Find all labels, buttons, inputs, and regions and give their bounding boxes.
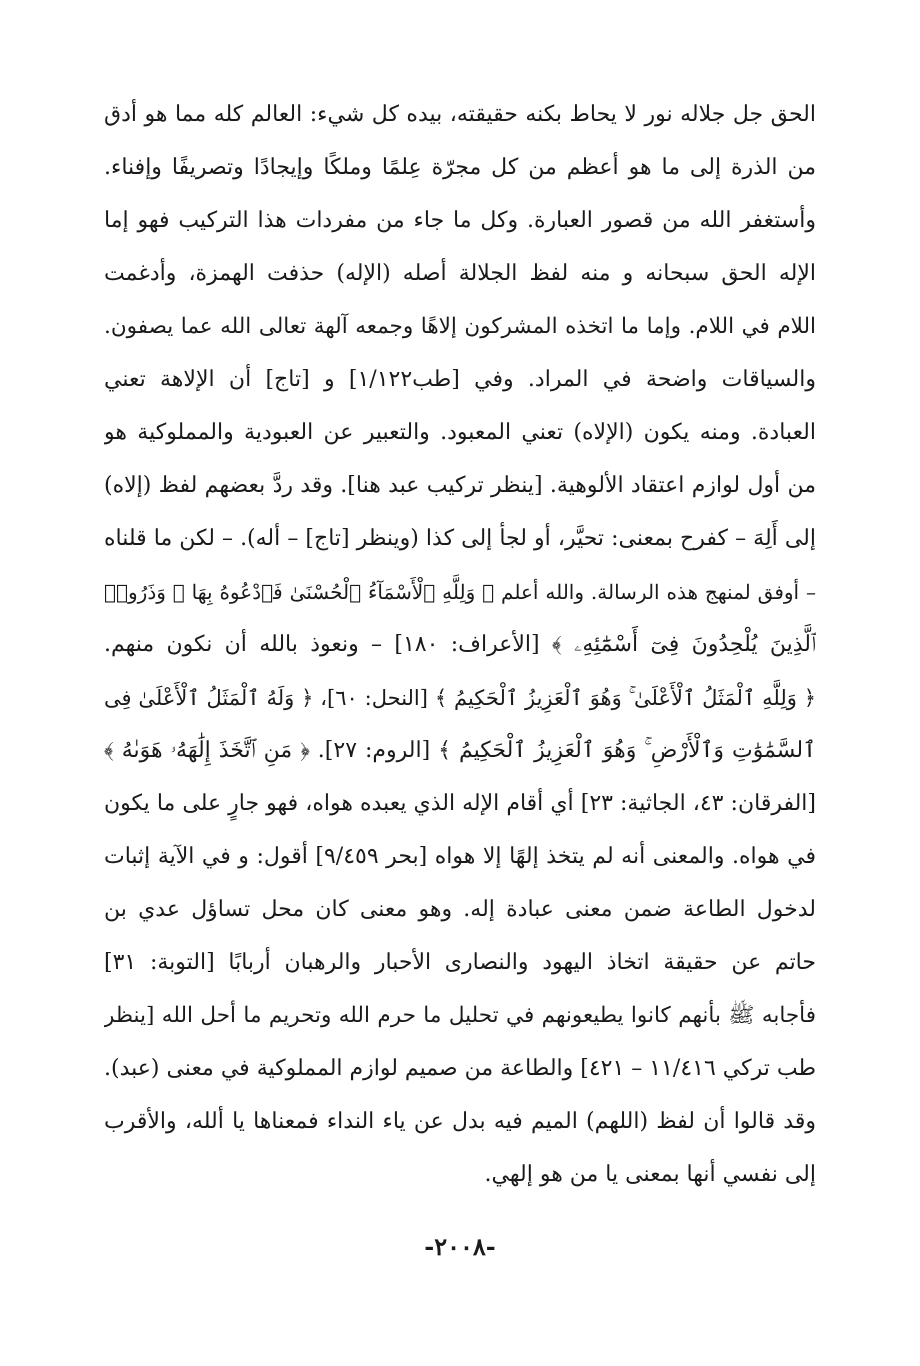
text-line: في هواه. والمعنى أنه لم يتخذ إلهًا إلا هواه [بحر ٩/٤٥٩] أقول: و في الآية إثبات [104,844,816,869]
text-line: الإله الحق سبحانه و منه لفظ الجلالة أصله (الإله) حذفت الهمزة، وأدغمت [104,261,816,286]
text-line: ﴿ وَلِلَّهِ ٱلْمَثَلُ ٱلْأَعْلَىٰ ۚ وَهُوَ ٱلْعَزِيزُ ٱلْحَكِيمُ ﴾ [النحل: ٦٠]، ﴿ وَلَهُ ٱلْمَثَلُ ٱلْأَعْلَىٰ فِى [104,686,816,710]
text-line: إلى نفسي أنها بمعنى يا من هو إلهي. [484,1162,816,1187]
text-line: فأجابه ﷺ بأنهم كانوا يطيعونهم في تحليل ما حرم الله وتحريم ما أحل الله [ينظر [104,1003,816,1028]
text-line: وقد قالوا أن لفظ (اللهم) الميم فيه بدل عن ياء النداء فمعناها يا ألله، والأقرب [104,1109,816,1134]
body-text [104,92,816,1205]
text-line: حاتم عن حقيقة اتخاذ اليهود والنصارى الأحبار والرهبان أربابًا [التوبة: ٣١] [104,950,816,975]
text-line: إلى أَلِهَ – كفرح بمعنى: تحيَّر، أو لجأ إلى كذا (وينظر [تاج] – أله). – لكن ما قلناه [104,526,816,551]
text-line: وأستغفر الله من قصور العبارة. وكل ما جاء من مفردات هذا التركيب فهو إما [104,208,816,233]
text-line: والسياقات واضحة في المراد. وفي [طب١/١٢٢] و [تاج] أن الإلاهة تعني [104,367,816,392]
text-line: العبادة. ومنه يكون (الإلاه) تعني المعبود. والتعبير عن العبودية والمملوكية هو [104,420,816,445]
text-line: من أول لوازم اعتقاد الألوهية. [ينظر تركيب عبد هنا]. وقد ردَّ بعضهم لفظ (إلاه) [104,473,816,498]
text-line: اللام في اللام. وإما ما اتخذه المشركون إلاهًا وجمعه آلهة تعالى الله عما يصفون. [104,314,816,339]
text-line: طب تركي ١١/٤١٦ – ٤٢١] والطاعة من صميم لوازم المملوكية في معنى (عبد). [104,1056,816,1081]
text-line: الحق جل جلاله نور لا يحاط بكنه حقيقته، بيده كل شيء: العالم كله مما هو أدق [104,102,816,127]
text-line: لدخول الطاعة ضمن معنى عبادة إله. وهو معنى كان محل تساؤل عدي بن [104,897,816,922]
page-number: -٢٠٠٨- [424,1232,496,1261]
text-line: – أوفق لمنهج هذه الرسالة. والله أعلم ﴿ وَلِلَّهِ ٱلْأَسْمَآءُ ٱلْحُسْنَىٰ فَٱدْعُوهُ بِهَا ۖ وَذَرُوا۟ [104,580,816,604]
text-line: [الفرقان: ٤٣، الجاثية: ٢٣] أي أقام الإله الذي يعبده هواه، فهو جارٍ على ما يكون [104,791,816,816]
text-line: من الذرة إلى ما هو أعظم من كل مجرّة عِلمًا وملكًا وإيجادًا وتصريفًا وإفناء. [104,155,816,180]
text-line: ٱلسَّمَٰوَٰتِ وَٱلْأَرْضِ ۚ وَهُوَ ٱلْعَزِيزُ ٱلْحَكِيمُ ﴾ [الروم: ٢٧]. ﴿ مَنِ ٱتَّخَذَ إِلَٰهَهُۥ هَوَىٰهُ ﴾ [104,738,816,763]
text-line: ٱلَّذِينَ يُلْحِدُونَ فِىٓ أَسْمَٰٓئِهِۦ ﴾ [الأعراف: ١٨٠] – ونعوذ بالله أن نكون منهم. [104,632,816,657]
